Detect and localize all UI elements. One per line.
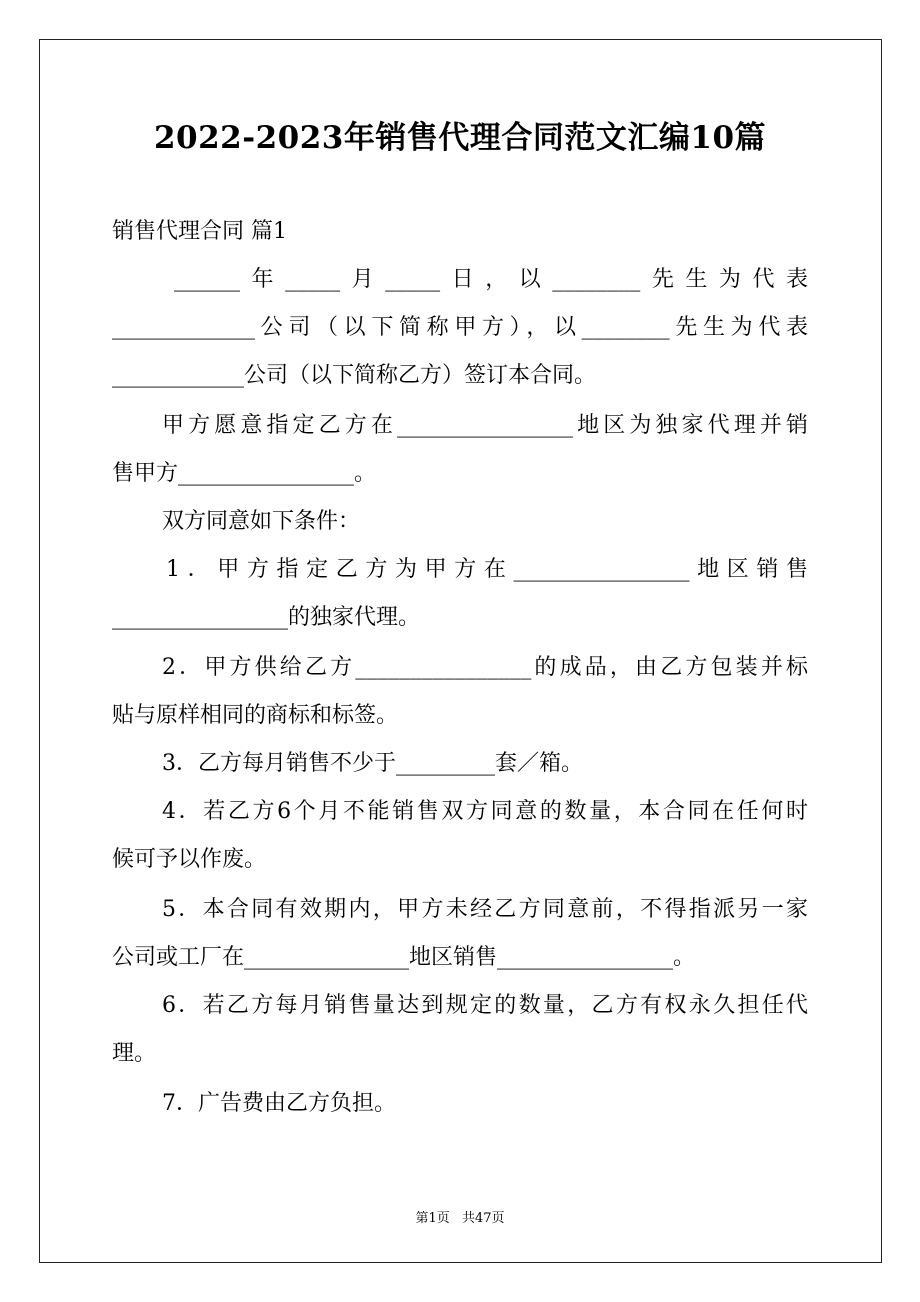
body-line-7: 1．甲方指定乙方为甲方在________________地区销售 [166,557,808,582]
document-title: 2022-2023年销售代理合同范文汇编10篇 [153,120,767,156]
body-line-2: _____________公司（以下简称甲方），以________先生为代表 [112,315,808,340]
body-line-14: 5．本合同有效期内，甲方未经乙方同意前，不得指派另一家 [162,897,808,922]
page-total: 共47页 [461,1211,505,1226]
body-line-9: 2．甲方供给乙方________________的成品，由乙方包装并标 [162,655,808,680]
body-line-12: 4．若乙方6个月不能销售双方同意的数量，本合同在任何时 [162,799,808,824]
page-footer [0,1207,920,1226]
body-line-4: 甲方愿意指定乙方在________________地区为独家代理并销 [162,413,808,438]
body-line-3: ____________公司（以下简称乙方）签订本合同。 [112,363,597,388]
body-line-6: 双方同意如下条件： [162,509,361,534]
section-heading: 销售代理合同 篇1 [112,219,287,244]
body-line-10: 贴与原样相同的商标和标签。 [112,703,399,728]
body-line-1: ______年_____月_____日，以________先生为代表 [174,267,808,292]
body-line-16: 6．若乙方每月销售量达到规定的数量，乙方有权永久担任代 [162,993,808,1018]
body-line-17: 理。 [112,1041,157,1066]
page-number: 第1页 [415,1211,450,1226]
body-line-18: 7．广告费由乙方负担。 [162,1091,396,1116]
body-line-5: 售甲方________________。 [112,461,377,486]
body-line-8: ________________的独家代理。 [112,605,421,630]
body-line-11: 3．乙方每月销售不少于_________套／箱。 [162,751,583,776]
body-line-15: 公司或工厂在_______________地区销售________________。 [112,945,696,970]
body-line-13: 候可予以作废。 [112,847,267,872]
